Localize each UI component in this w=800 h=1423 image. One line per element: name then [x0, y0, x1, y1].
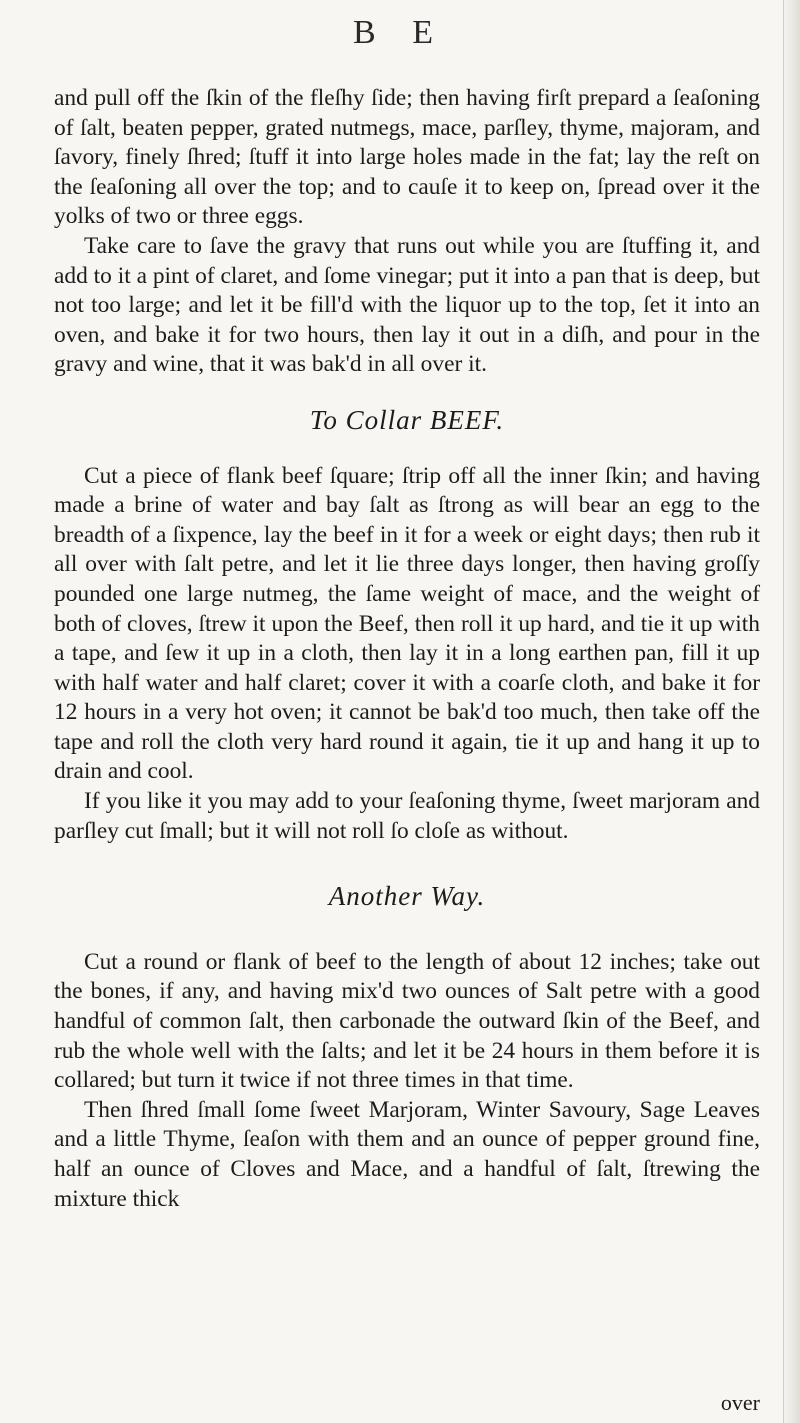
paragraph: Take care to ſave the gravy that runs out while you are ſtuffing it, and add to it a pint of claret, and ſome vinegar; put it into a pan that is deep, but not too large; and let it be fill'd with the liquor up to the top, ſet it into an oven, and bake it for two hours, then lay it out in a diſh, and pour in the gravy and wine, that it was bak'd in all over it.	[54, 232, 760, 378]
section-heading-another-way: Another Way.	[328, 881, 486, 912]
page-body	[54, 84, 760, 1214]
running-head: B E	[353, 14, 447, 51]
page-edge	[783, 0, 800, 1423]
paragraph: Cut a round or flank of beef to the length of about 12 inches; take out the bones, if any, and having mix'd two ounces of Salt petre with a good handful of common ſalt, then carbonade the outward ſkin of the Beef, and rub the whole well with the ſalts; and let it be 24 hours in them before it is collared; but turn it twice if not three times in that time.	[54, 948, 760, 1094]
section-heading-collar-beef: To Collar BEEF.	[309, 404, 505, 435]
paragraph: Cut a piece of flank beef ſquare; ſtrip off all the inner ſkin; and having made a brine of water and bay ſalt as ſtrong as will bear an egg to the breadth of a ſixpence, lay the beef in it for a week or eight days; then rub it all over with ſalt petre, and let it lie three days longer, then having groſſy pounded one large nutmeg, the ſame weight of mace, and the weight of both of cloves, ſtrew it upon the Beef, then roll it up hard, and tie it up with a tape, and ſew it up in a cloth, then lay it in a long earthen pan, fill it up with half water and half claret; cover it with a coarſe cloth, and bake it for 12 hours in a very hot oven; it cannot be bak'd too much, then take off the tape and roll the cloth very hard round it again, tie it up and hang it up to drain and cool.	[54, 462, 760, 785]
paragraph: Then ſhred ſmall ſome ſweet Marjoram, Winter Savoury, Sage Leaves and a little Thyme, ſeaſon with them and an ounce of pepper ground fine, half an ounce of Cloves and Mace, and a handful of ſalt, ſtrewing the mixture thick	[54, 1096, 760, 1212]
paragraph: If you like it you may add to your ſeaſoning thyme, ſweet marjoram and parſley cut ſmall; but it will not roll ſo cloſe as without.	[54, 788, 760, 844]
paragraph: and pull off the ſkin of the fleſhy ſide; then having firſt prepard a ſeaſoning of ſalt, beaten pepper, grated nutmegs, mace, parſley, thyme, majoram, and ſavory, finely ſhred; ſtuff it into large holes made in the fat; lay the reſt on the ſeaſoning all over the top; and to cauſe it to keep on, ſpread over it the yolks of two or three eggs.	[54, 85, 760, 230]
catchword: over	[720, 1390, 760, 1415]
